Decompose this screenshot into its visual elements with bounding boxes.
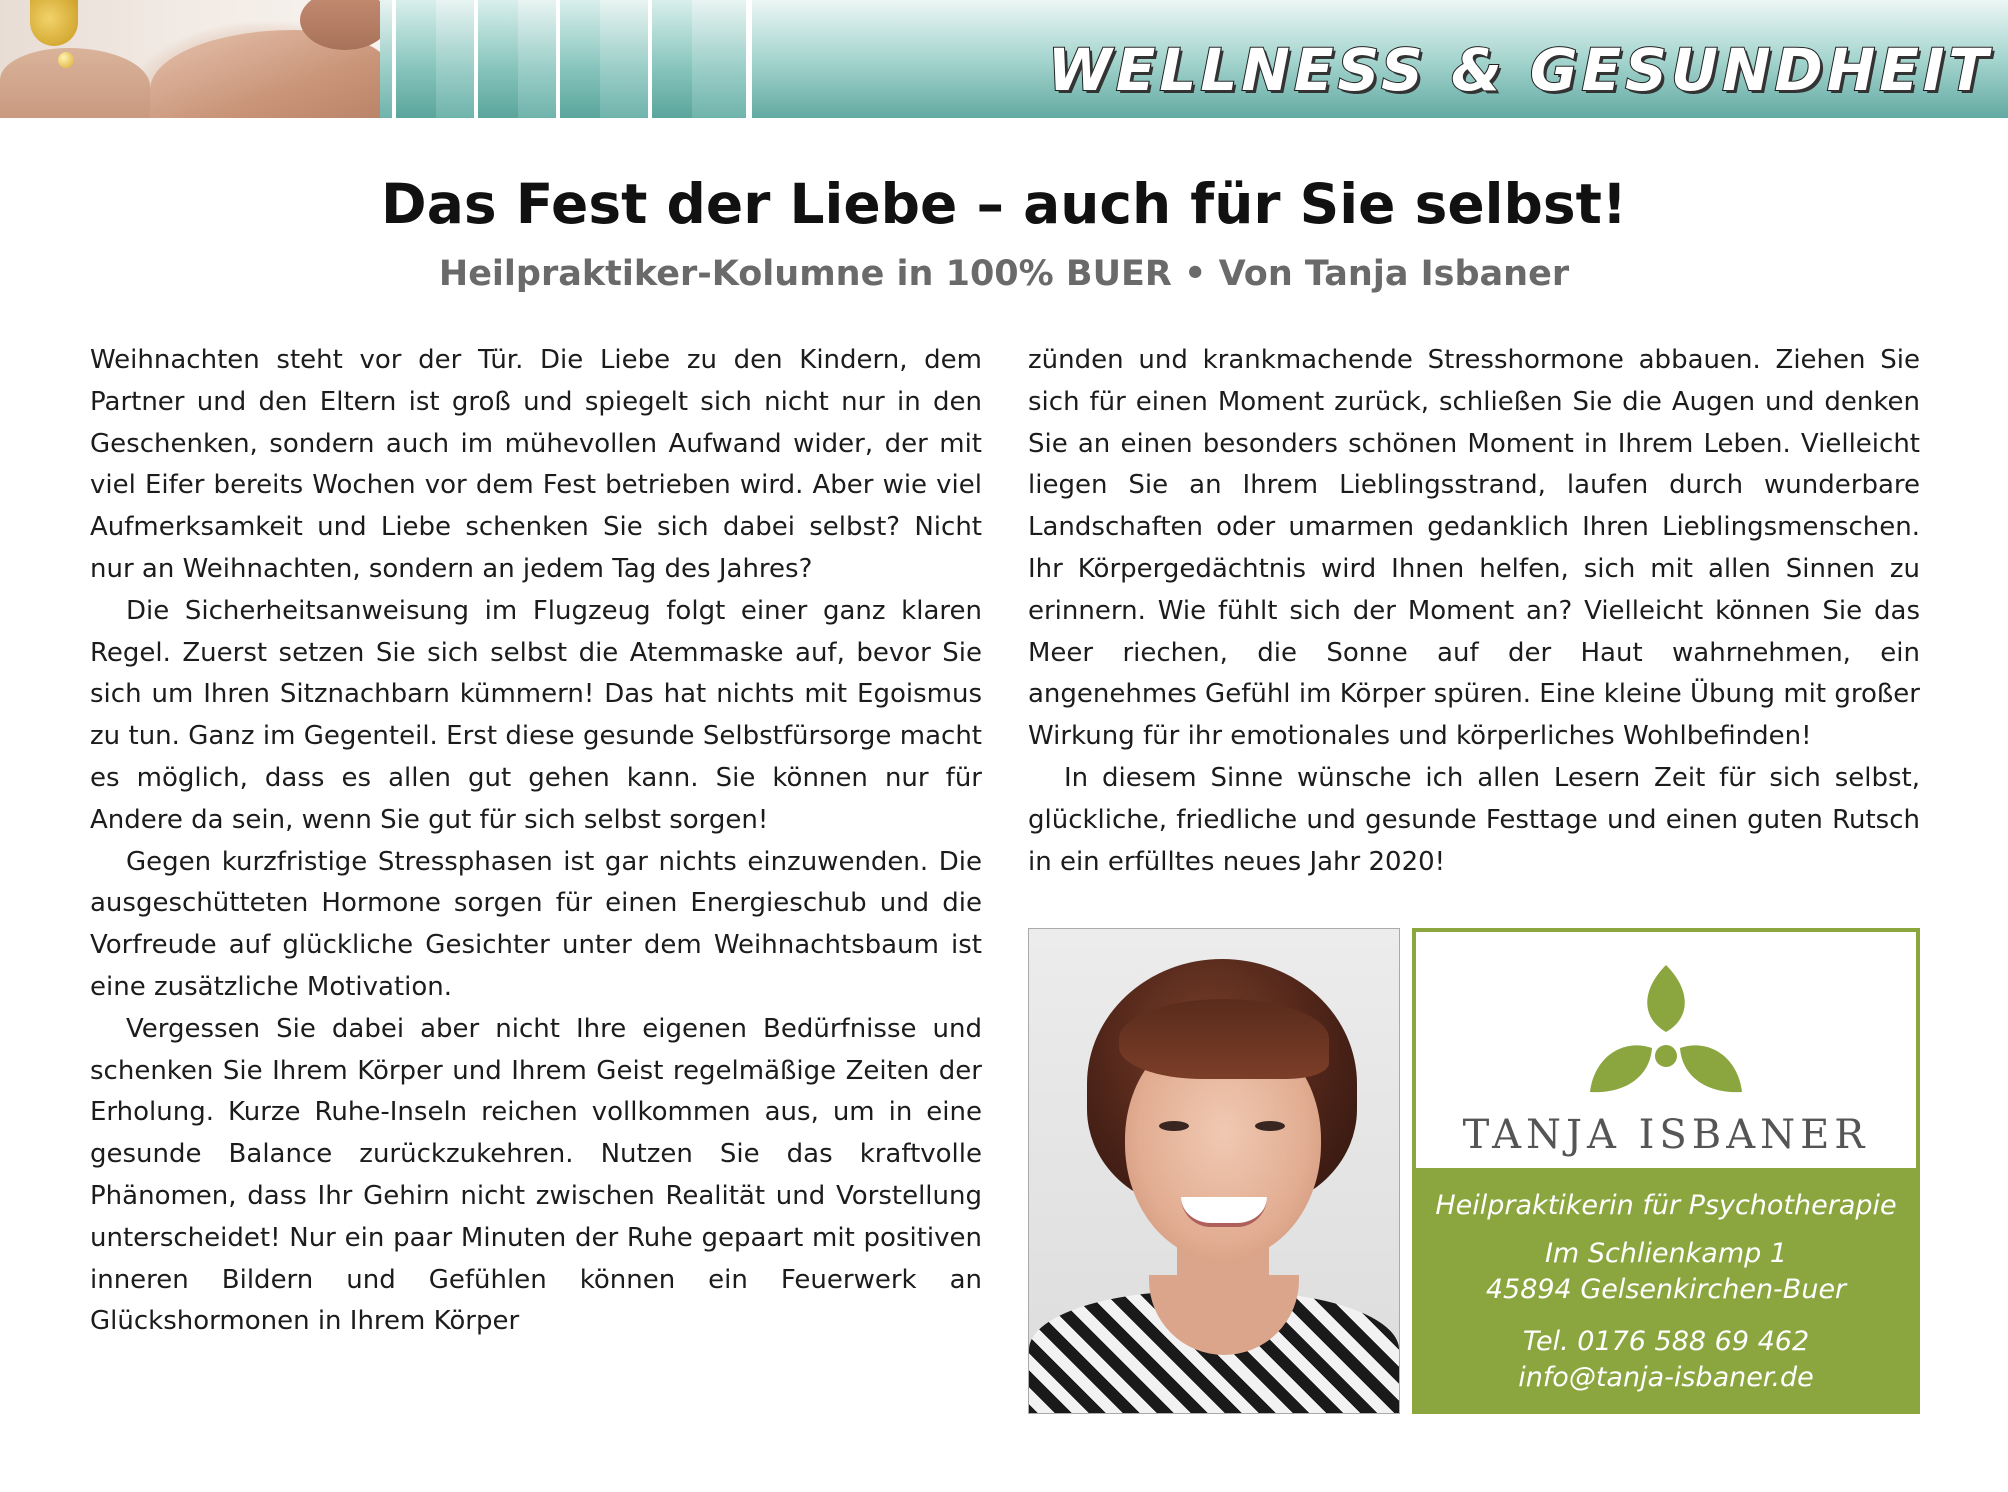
article-paragraph: Weihnachten steht vor der Tür. Die Liebe zu den Kindern, dem Partner und den Eltern ist groß und spiegelt sich nicht nur in den Geschenken, sondern auch im mühevollen Aufwand wider, der mit viel Eifer bereits Wochen vor dem Fest betrieben wird. Aber wie viel Aufmerksamkeit und Liebe schenken Sie sich dabei selbst? Nicht nur an Weihnachten, sondern an jedem Tag des Jahres? — [90, 345, 982, 584]
article-title: Das Fest der Liebe – auch für Sie selbst! — [381, 172, 1627, 236]
leaf-logo-icon — [1586, 960, 1746, 1100]
decorative-stripe — [648, 0, 692, 118]
article-column-left — [90, 340, 982, 1343]
article-paragraph: In diesem Sinne wünsche ich allen Lesern Zeit für sich selbst, glückliche, friedliche und gesunde Festtage und einen guten Rutsch in ein erfülltes neues Jahr 2020! — [1028, 762, 1920, 877]
decorative-stripe — [392, 0, 436, 118]
card-street: Im Schlienkamp 1 — [1544, 1238, 1788, 1269]
contact-card — [1412, 928, 1920, 1414]
section-title-panel — [746, 0, 2008, 118]
card-name: TANJA ISBANER — [1462, 1112, 1870, 1158]
portrait-photo — [1028, 928, 1400, 1414]
article-paragraph: Vergessen Sie dabei aber nicht Ihre eigenen Bedürfnisse und schenken Sie Ihrem Körper und Ihrem Geist regelmäßige Zeiten der Erholung. Kurze Ruhe-Inseln reichen vollkommen aus, um in eine gesunde Balance zurückzukehren. Nutzen Sie das kraftvolle Phänomen, dass Ihr Gehirn nicht zwischen Realität und Vorstellung unterscheidet! Nur ein paar Minuten der Ruhe gepaart mit positiven inneren Bildern und Gefühlen können ein Feuerwerk an Glückshormonen in Ihrem Körper — [90, 1013, 982, 1337]
article-subtitle: Heilpraktiker-Kolumne in 100% BUER • Von Tanja Isbaner — [438, 254, 1570, 294]
article-paragraph-continued: zünden und krankmachende Stresshormone abbauen. Ziehen Sie sich für einen Moment zurück, schließen Sie die Augen und denken Sie an einen besonders schönen Moment in Ihrem Leben. Vielleicht liegen Sie an Ihrem Lieblingsstrand, laufen durch wunderbare Landschaften oder umarmen gedanklich Ihren Lieblingsmenschen. Ihr Körpergedächtnis wird Ihnen helfen, sich mit allen Sinnen zu erinnern. Wie fühlt sich der Moment an? Vielleicht können Sie das Meer riechen, die Sonne auf der Haut wahrnehmen, ein angenehmes Gefühl im Körper spüren. Eine kleine Übung mit großer Wirkung für ihr emotionales und körperliches Wohlbefinden! — [1028, 345, 1920, 752]
card-profession: Heilpraktikerin für Psychotherapie — [1435, 1190, 1897, 1221]
card-phone: Tel. 0176 588 69 462 — [1522, 1326, 1810, 1357]
card-logo-area — [1416, 932, 1916, 1168]
decorative-stripe — [556, 0, 600, 118]
article-column-right — [1028, 340, 1920, 883]
massage-photo — [0, 0, 380, 118]
section-title: WELLNESS & GESUNDHEIT — [1047, 36, 1992, 104]
card-email: info@tanja-isbaner.de — [1518, 1362, 1814, 1393]
card-city: 45894 Gelsenkirchen-Buer — [1485, 1274, 1847, 1305]
article-paragraph: Gegen kurzfristige Stressphasen ist gar nichts einzuwenden. Die ausgeschütteten Hormone sorgen für einen Energieschub und die Vorfreude auf glückliche Gesichter unter dem Weihnachtsbaum ist eine zusätzliche Motivation. — [90, 846, 982, 1002]
decorative-stripe — [474, 0, 518, 118]
article-paragraph: Die Sicherheitsanweisung im Flugzeug folgt einer ganz klaren Regel. Zuerst setzen Sie sich selbst die Atemmaske auf, bevor Sie sich um Ihren Sitznachbarn kümmern! Das hat nichts mit Egoismus zu tun. Ganz im Gegenteil. Erst diese gesunde Selbstfürsorge macht es möglich, dass es allen gut gehen kann. Sie können nur für Andere da sein, wenn Sie gut für sich selbst sorgen! — [90, 595, 982, 835]
header-banner — [0, 0, 2008, 120]
